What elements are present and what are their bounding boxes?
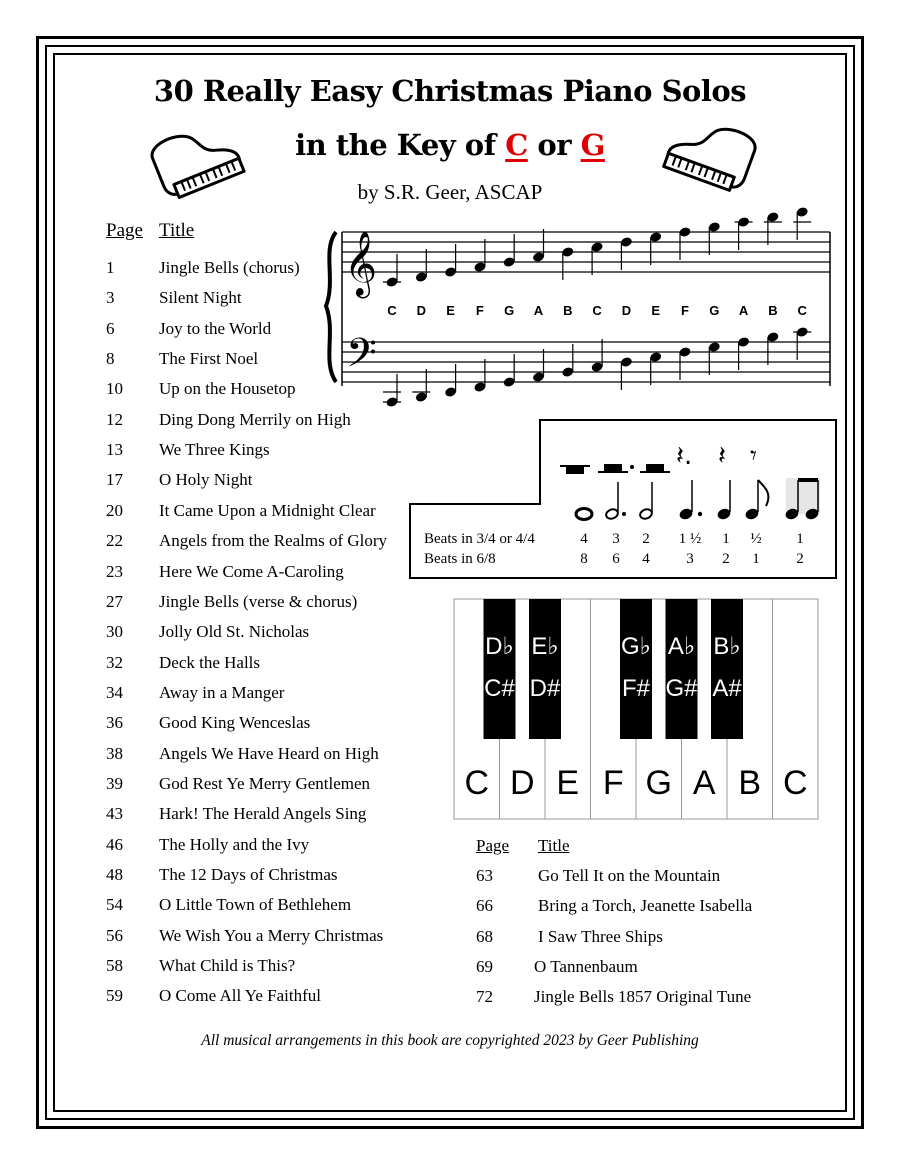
beats-row1-value: 1 <box>796 531 804 547</box>
note-name-label: F <box>475 303 484 318</box>
staff-brace <box>326 232 336 382</box>
copyright-footer: All musical arrangements in this book are copyrighted 2023 by Geer Publishing <box>201 1032 699 1049</box>
beats-row2-value: 2 <box>796 551 804 567</box>
beats-row2-label: Beats in 6/8 <box>424 551 496 567</box>
beats-row1-value: 1 <box>722 531 730 547</box>
header-page-right: Page <box>476 836 510 855</box>
black-key-flat-label: B♭ <box>713 633 741 660</box>
song-title: Good King Wenceslas <box>159 713 311 733</box>
song-title: Jingle Bells (verse & chorus) <box>159 591 358 611</box>
song-page-number: 6 <box>106 318 115 338</box>
song-page-number: 3 <box>106 288 115 308</box>
white-key-label: G <box>645 764 672 802</box>
beats-row1-value: 4 <box>580 531 588 547</box>
song-title: God Rest Ye Merry Gentlemen <box>159 773 371 793</box>
song-title: The Holly and the Ivy <box>159 834 310 854</box>
black-key <box>484 599 516 739</box>
byline: by S.R. Geer, ASCAP <box>357 180 543 204</box>
note-name-label: C <box>387 303 397 318</box>
note-name-label: B <box>768 303 778 318</box>
black-key-sharp-label: G# <box>665 675 698 702</box>
treble-clef-icon: 𝄞 <box>344 231 378 296</box>
song-page-number: 10 <box>106 379 123 399</box>
song-page-number: 69 <box>476 957 493 977</box>
song-page-number: 1 <box>106 258 115 277</box>
black-key-sharp-label: D# <box>529 675 561 702</box>
song-title: Bring a Torch, Jeanette Isabella <box>538 896 753 916</box>
black-key-flat-label: G♭ <box>621 633 651 660</box>
song-page-number: 59 <box>106 986 123 1006</box>
song-title: Joy to the World <box>159 318 272 338</box>
song-page-number: 46 <box>106 834 123 854</box>
song-title: Hark! The Herald Angels Sing <box>159 804 367 824</box>
header-title-left: Title <box>159 220 195 241</box>
quarter-rest-icon: 𝄽 <box>718 441 726 471</box>
song-title: We Wish You a Merry Christmas <box>159 925 384 945</box>
note-name-label: E <box>651 303 661 318</box>
key-g-label: G <box>580 128 605 162</box>
subtitle-prefix: in the Key of <box>295 128 496 162</box>
song-title: It Came Upon a Midnight Clear <box>159 500 376 520</box>
note-name-label: B <box>563 303 573 318</box>
song-page-number: 23 <box>106 561 123 581</box>
white-key-label: C <box>464 764 490 802</box>
beats-row2-value: 3 <box>686 551 694 567</box>
song-page-number: 72 <box>476 987 493 1007</box>
song-page-number: 22 <box>106 531 123 551</box>
grand-staff <box>318 210 838 405</box>
note-name-label: D <box>416 303 426 318</box>
song-page-number: 13 <box>106 440 123 460</box>
song-title: I Saw Three Ships <box>538 926 663 946</box>
song-page-number: 58 <box>106 956 123 976</box>
beats-row1-value: 2 <box>642 531 650 547</box>
song-title: Angels We Have Heard on High <box>159 743 379 763</box>
song-title: Angels from the Realms of Glory <box>159 531 388 551</box>
beats-row1-value: 3 <box>612 531 620 547</box>
song-page-number: 48 <box>106 865 123 884</box>
note-name-label: G <box>504 303 515 318</box>
header-page-left: Page <box>106 220 143 241</box>
white-key-label: E <box>556 764 580 802</box>
dotted-quarter-rest-icon: 𝄽. <box>676 441 693 471</box>
black-key <box>529 599 561 739</box>
black-key <box>666 599 698 739</box>
song-page-number: 39 <box>106 773 123 793</box>
song-page-number: 38 <box>106 743 123 763</box>
white-key-label: C <box>782 764 808 802</box>
song-page-number: 54 <box>106 895 123 915</box>
note-name-label: C <box>592 303 602 318</box>
note-values-box <box>408 418 838 580</box>
black-key-sharp-label: C# <box>484 675 515 702</box>
beats-row1-value: 1 ½ <box>678 531 702 547</box>
note-name-label: A <box>533 303 544 318</box>
eighth-rest-icon: 𝄾 <box>750 441 757 471</box>
song-title: What Child is This? <box>159 956 296 976</box>
black-key-sharp-label: A# <box>712 675 742 702</box>
song-page-number: 56 <box>106 925 123 945</box>
note-name-label: D <box>621 303 632 318</box>
grand-piano-icon-right <box>660 118 762 206</box>
note-name-label: F <box>681 303 689 318</box>
page-title: 30 Really Easy Christmas Piano Solos <box>153 74 747 108</box>
piano-keyboard <box>453 598 823 820</box>
beats-row1-value: ½ <box>750 531 762 547</box>
bass-clef-icon: 𝄢 <box>346 330 377 386</box>
song-title: Up on the Housetop <box>159 379 296 399</box>
song-title: Ding Dong Merrily on High <box>159 409 351 429</box>
white-key-label: A <box>692 764 716 802</box>
page-subtitle <box>0 128 900 162</box>
song-title: O Little Town of Bethlehem <box>159 895 352 915</box>
song-page-number: 8 <box>106 349 115 369</box>
song-page-number: 32 <box>106 652 123 672</box>
note-name-label: G <box>709 303 720 318</box>
song-title: O Holy Night <box>159 470 253 490</box>
black-key-flat-label: D♭ <box>485 633 514 660</box>
white-key-label: D <box>509 764 535 802</box>
note-name-label: C <box>797 303 807 318</box>
beats-row2-value: 6 <box>612 551 620 567</box>
song-title: O Tannenbaum <box>534 957 638 977</box>
song-title: Jingle Bells (chorus) <box>159 258 300 277</box>
note-name-label: E <box>446 303 455 318</box>
song-title: The 12 Days of Christmas <box>159 865 338 884</box>
song-page-number: 30 <box>106 622 123 642</box>
beats-row1-label: Beats in 3/4 or 4/4 <box>424 531 535 547</box>
song-title: Jolly Old St. Nicholas <box>159 622 310 642</box>
black-key <box>620 599 652 739</box>
song-title: Away in a Manger <box>159 682 285 702</box>
white-key-label: B <box>738 764 762 802</box>
beats-row2-value: 4 <box>642 551 650 567</box>
beats-row2-value: 2 <box>722 551 730 567</box>
song-title: Jingle Bells 1857 Original Tune <box>534 987 752 1007</box>
note-name-label: A <box>738 303 749 318</box>
song-title: Here We Come A-Caroling <box>159 561 344 581</box>
song-title: We Three Kings <box>159 440 270 460</box>
song-page-number: 20 <box>106 500 123 520</box>
white-key-label: F <box>602 764 624 802</box>
song-page-number: 36 <box>106 713 123 733</box>
beats-row2-value: 1 <box>752 551 760 567</box>
song-title: O Come All Ye Faithful <box>159 986 321 1006</box>
song-page-number: 63 <box>476 866 493 885</box>
black-key-flat-label: E♭ <box>531 633 559 660</box>
black-key-flat-label: A♭ <box>667 633 696 660</box>
key-c-label: C <box>505 128 528 162</box>
song-page-number: 34 <box>106 682 123 702</box>
song-title: Deck the Halls <box>159 652 261 672</box>
song-page-number: 27 <box>106 591 123 611</box>
header-title-right: Title <box>538 836 570 855</box>
beats-row2-value: 8 <box>580 551 588 567</box>
song-title: The First Noel <box>159 349 259 369</box>
subtitle-or: or <box>537 128 572 162</box>
song-page-number: 17 <box>106 470 123 490</box>
song-page-number: 43 <box>106 804 123 824</box>
song-title: Silent Night <box>159 288 242 308</box>
song-page-number: 66 <box>476 896 493 916</box>
black-key-sharp-label: F# <box>621 675 651 702</box>
black-key <box>711 599 743 739</box>
song-title: Go Tell It on the Mountain <box>538 866 721 885</box>
song-page-number: 68 <box>476 926 493 946</box>
song-page-number: 12 <box>106 409 123 429</box>
grand-piano-icon-left <box>148 124 250 204</box>
